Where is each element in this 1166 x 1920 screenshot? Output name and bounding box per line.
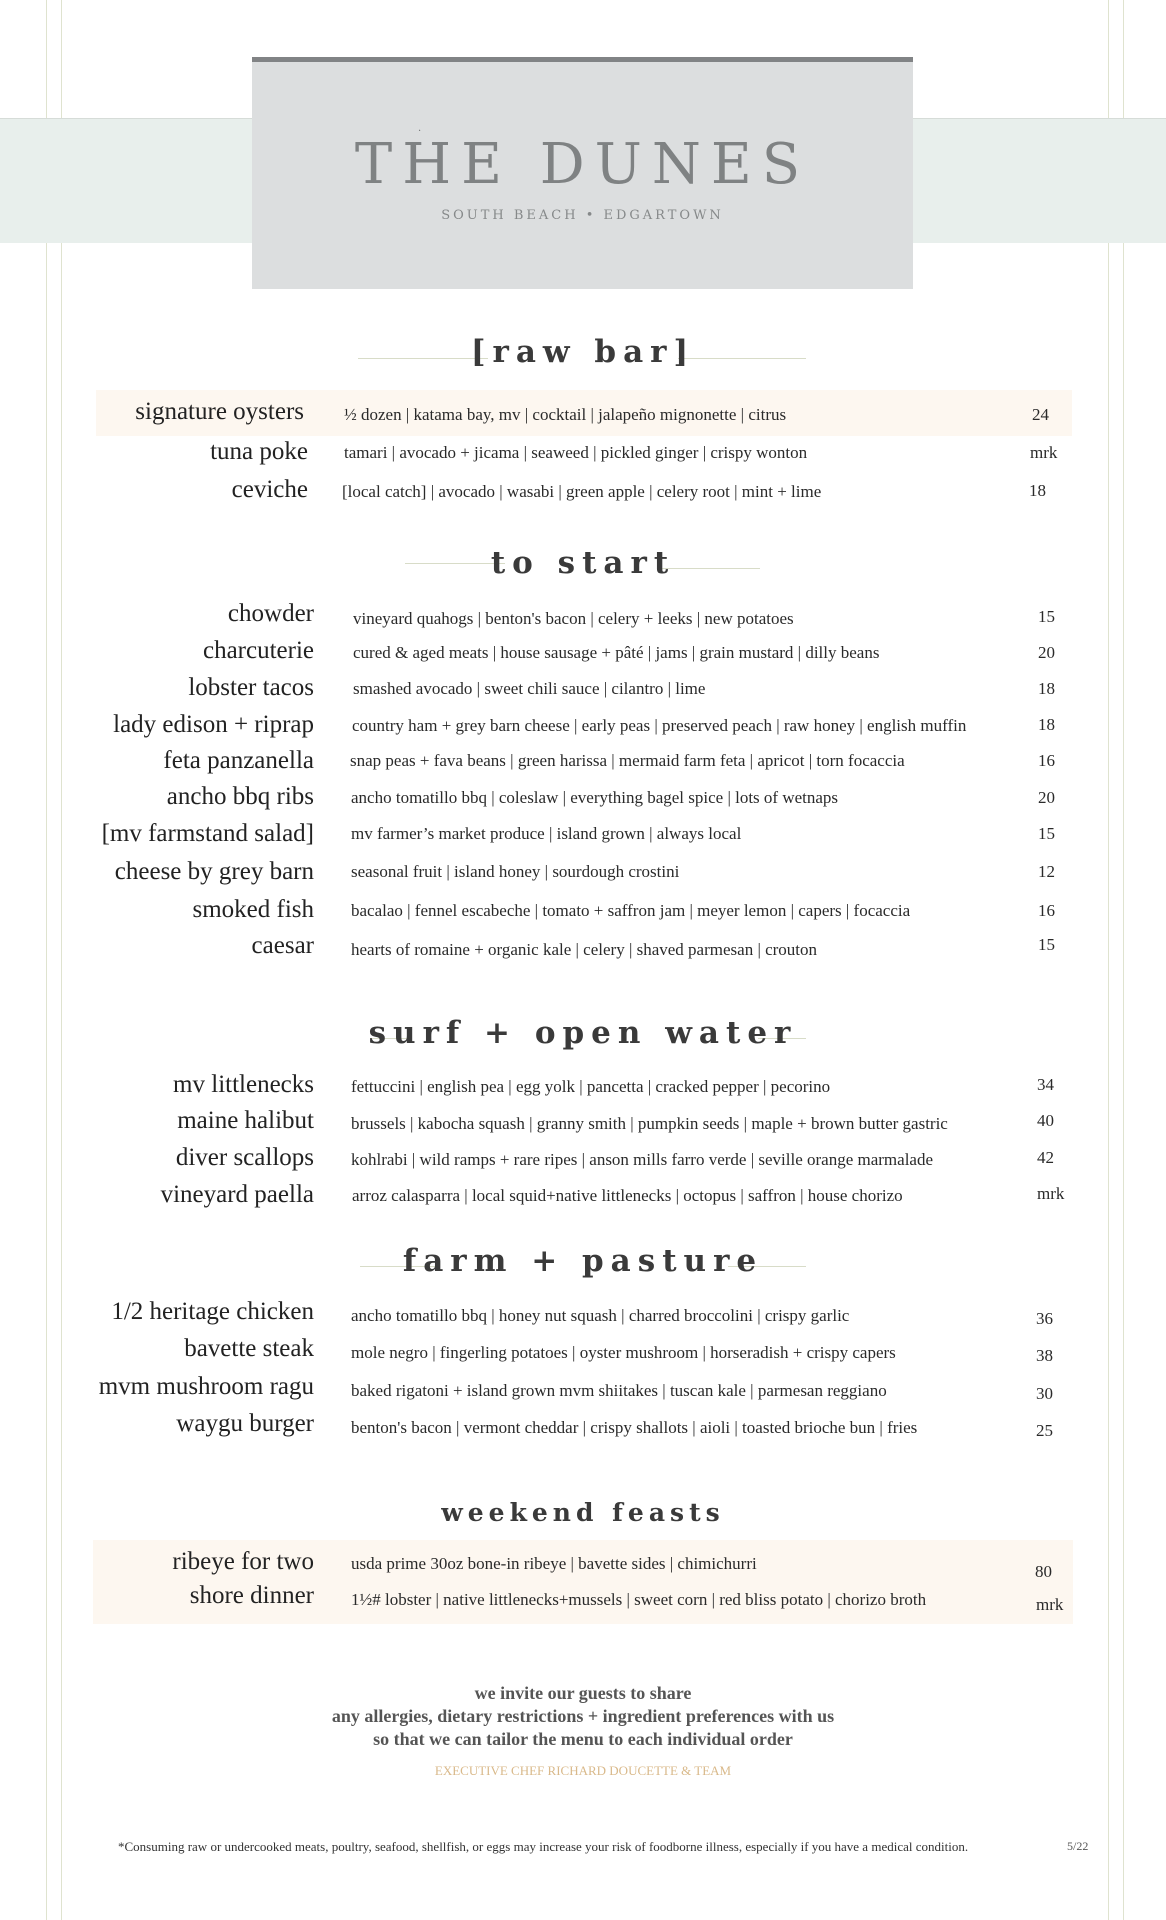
dish-description: country ham + grey barn cheese | early peas | preserved peach | raw honey | english muffin xyxy=(352,716,967,735)
section-title-weekend-feasts: weekend feasts xyxy=(441,1498,725,1527)
dish-name: cheese by grey barn xyxy=(114,858,314,885)
section-title-raw-bar: [raw bar] xyxy=(470,334,696,370)
dish-description: arroz calasparra | local squid+native littlenecks | octopus | saffron | house chorizo xyxy=(352,1186,903,1205)
border-line-right-outer xyxy=(1123,0,1124,1920)
dish-name: waygu burger xyxy=(176,1410,314,1437)
dish-price: 24 xyxy=(1032,405,1049,424)
dish-name: chowder xyxy=(227,600,314,627)
border-line-left-outer xyxy=(46,0,47,1920)
dish-price: 18 xyxy=(1038,679,1055,698)
dish-description: kohlrabi | wild ramps + rare ripes | anson mills farro verde | seville orange marmalade xyxy=(351,1150,934,1169)
dish-price: mrk xyxy=(1030,443,1058,462)
allergy-note-line-1: we invite our guests to share xyxy=(474,1683,692,1703)
dish-price: 15 xyxy=(1038,824,1055,843)
dish-description: snap peas + fava beans | green harissa | mermaid farm feta | apricot | torn focaccia xyxy=(350,751,905,770)
dish-description: vineyard quahogs | benton's bacon | celery + leeks | new potatoes xyxy=(353,609,794,628)
dish-price: 80 xyxy=(1035,1562,1052,1581)
menu-version: 5/22 xyxy=(1067,1839,1089,1853)
section-title-farm-pasture: farm + pasture xyxy=(402,1243,764,1279)
dish-price: 38 xyxy=(1036,1346,1053,1365)
border-line-right-inner xyxy=(1108,0,1109,1920)
dish-price: 25 xyxy=(1036,1421,1053,1440)
dish-description: baked rigatoni + island grown mvm shiitakes | tuscan kale | parmesan reggiano xyxy=(351,1381,887,1400)
dish-name: bavette steak xyxy=(184,1335,314,1362)
dish-price: 15 xyxy=(1038,607,1055,626)
logo-subtitle: SOUTH BEACH • EDGARTOWN xyxy=(441,208,724,223)
dish-price: 18 xyxy=(1029,481,1046,500)
dish-name: lady edison + riprap xyxy=(113,711,314,738)
dish-description: fettuccini | english pea | egg yolk | pancetta | cracked pepper | pecorino xyxy=(351,1077,831,1096)
dish-price: mrk xyxy=(1036,1595,1064,1614)
dish-price: mrk xyxy=(1037,1184,1065,1203)
dish-price: 20 xyxy=(1038,788,1055,807)
dish-price: 20 xyxy=(1038,643,1055,662)
dish-description: ½ dozen | katama bay, mv | cocktail | jalapeño mignonette | citrus xyxy=(344,405,787,424)
dish-description: usda prime 30oz bone-in ribeye | bavette sides | chimichurri xyxy=(351,1554,757,1573)
border-line-left-inner xyxy=(61,0,62,1920)
dish-name: shore dinner xyxy=(189,1582,314,1609)
dish-name: charcuterie xyxy=(202,637,314,664)
dish-name: ribeye for two xyxy=(172,1548,314,1575)
dish-name: maine halibut xyxy=(177,1107,314,1134)
dish-name: ceviche xyxy=(231,476,308,503)
dish-description: [local catch] | avocado | wasabi | green apple | celery root | mint + lime xyxy=(342,482,822,501)
dish-price: 34 xyxy=(1037,1075,1054,1094)
dish-description: hearts of romaine + organic kale | celery | shaved parmesan | crouton xyxy=(351,940,818,959)
dish-description: mole negro | fingerling potatoes | oyster mushroom | horseradish + crispy capers xyxy=(351,1343,896,1362)
section-title-to-start: to start xyxy=(490,545,676,581)
dish-price: 15 xyxy=(1038,935,1055,954)
dish-description: mv farmer’s market produce | island grown | always local xyxy=(351,824,742,843)
dish-name: diver scallops xyxy=(175,1144,314,1171)
dish-description: ancho tomatillo bbq | coleslaw | everything bagel spice | lots of wetnaps xyxy=(351,788,839,807)
dish-price: 18 xyxy=(1038,715,1055,734)
dish-description: tamari | avocado + jicama | seaweed | pickled ginger | crispy wonton xyxy=(344,443,808,462)
dish-name: 1/2 heritage chicken xyxy=(111,1298,314,1325)
dish-name: vineyard paella xyxy=(160,1181,314,1208)
dish-price: 16 xyxy=(1038,751,1055,770)
dish-description: smashed avocado | sweet chili sauce | cilantro | lime xyxy=(353,679,706,698)
dish-description: benton's bacon | vermont cheddar | crispy shallots | aioli | toasted brioche bun | fries xyxy=(351,1418,918,1437)
dish-name: mvm mushroom ragu xyxy=(98,1373,314,1400)
dish-description: ancho tomatillo bbq | honey nut squash | charred broccolini | crispy garlic xyxy=(351,1306,850,1325)
logo xyxy=(252,57,913,289)
dish-price: 12 xyxy=(1038,862,1055,881)
dish-name: tuna poke xyxy=(210,438,308,465)
dish-description: cured & aged meats | house sausage + pâté | jams | grain mustard | dilly beans xyxy=(353,643,880,662)
chef-credit: EXECUTIVE CHEF RICHARD DOUCETTE & TEAM xyxy=(434,1763,732,1778)
dish-name: caesar xyxy=(251,932,314,959)
dish-name: smoked fish xyxy=(192,896,314,923)
logo-dot: . xyxy=(418,123,422,134)
dish-price: 36 xyxy=(1036,1309,1053,1328)
dish-name: [mv farmstand salad] xyxy=(101,820,314,847)
dish-description: bacalao | fennel escabeche | tomato + saffron jam | meyer lemon | capers | focaccia xyxy=(351,901,911,920)
allergy-note-line-3: so that we can tailor the menu to each individual order xyxy=(373,1729,793,1749)
dish-name: signature oysters xyxy=(135,398,304,425)
dish-description: brussels | kabocha squash | granny smith | pumpkin seeds | maple + brown butter gastric xyxy=(351,1114,948,1133)
dish-price: 42 xyxy=(1037,1148,1054,1167)
dish-price: 30 xyxy=(1036,1384,1053,1403)
dish-price: 16 xyxy=(1038,901,1055,920)
logo-title: THE DUNES xyxy=(354,132,811,197)
allergy-note-line-2: any allergies, dietary restrictions + ingredient preferences with us xyxy=(331,1706,835,1726)
dish-description: 1½# lobster | native littlenecks+mussels | sweet corn | red bliss potato | chorizo broth xyxy=(351,1590,927,1609)
dish-name: mv littlenecks xyxy=(173,1071,314,1098)
section-title-surf-open-water: surf + open water xyxy=(368,1015,798,1051)
dish-name: lobster tacos xyxy=(188,674,314,701)
dish-description: seasonal fruit | island honey | sourdough crostini xyxy=(351,862,680,881)
dish-price: 40 xyxy=(1037,1111,1054,1130)
dish-name: ancho bbq ribs xyxy=(166,783,314,810)
dish-name: feta panzanella xyxy=(163,747,314,774)
health-disclaimer: *Consuming raw or undercooked meats, poultry, seafood, shellfish, or eggs may increase your risk of foodborne illness, especially if you have a medical condition. xyxy=(118,1839,969,1854)
